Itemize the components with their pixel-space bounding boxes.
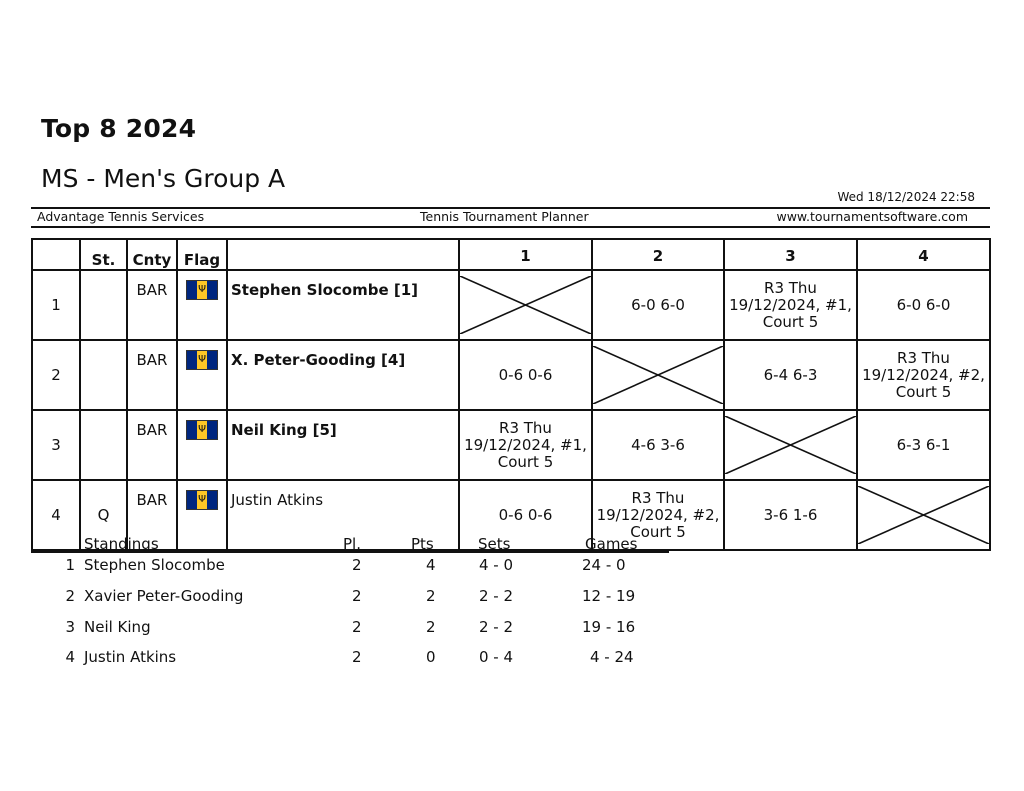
standing-sets: 4 - 0 <box>479 556 514 574</box>
software-name: Tennis Tournament Planner <box>420 209 589 224</box>
barbados-flag-icon: Ψ <box>186 350 218 370</box>
group-draw-table <box>31 238 991 551</box>
print-timestamp: Wed 18/12/2024 22:58 <box>837 190 975 204</box>
standing-games: 24 - 0 <box>582 556 626 574</box>
barbados-flag-icon: Ψ <box>186 280 218 300</box>
pos-header <box>32 239 80 270</box>
standings-points-header: Pts <box>411 535 434 553</box>
header-bottom-rule <box>31 226 990 228</box>
standing-sets: 0 - 4 <box>479 648 514 666</box>
status-header: St. <box>80 239 127 270</box>
country: BAR <box>127 410 177 480</box>
standing-points: 2 <box>426 618 436 636</box>
schedule-round: R3 Thu <box>499 418 552 437</box>
player-name[interactable]: X. Peter-Gooding [4] <box>227 340 459 410</box>
standings-rule <box>31 551 669 553</box>
country-header: Cnty <box>127 239 177 270</box>
website-link[interactable]: www.tournamentsoftware.com <box>776 209 968 224</box>
standing-rank: 1 <box>65 556 75 574</box>
standing-games: 4 - 24 <box>590 648 634 666</box>
self-cell <box>459 270 592 340</box>
flag-cell <box>177 410 227 480</box>
self-cell <box>592 340 724 410</box>
standings-played-header: Pl. <box>343 535 361 553</box>
position: 3 <box>32 410 80 480</box>
standing-rank: 3 <box>65 618 75 636</box>
flag-cell <box>177 340 227 410</box>
schedule-round: R3 Thu <box>631 488 685 507</box>
standing-rank: 2 <box>65 587 75 605</box>
match-schedule[interactable] <box>459 410 592 480</box>
col-header-2: 2 <box>592 239 724 270</box>
standing-points: 4 <box>426 556 436 574</box>
country: BAR <box>127 340 177 410</box>
draw-row <box>32 480 990 550</box>
status: Q <box>80 480 127 550</box>
schedule-round: R3 Thu <box>897 348 950 367</box>
match-score[interactable]: 6-3 6-1 <box>857 410 990 480</box>
schedule-date: 19/12/2024, #2, <box>596 505 720 524</box>
player-header <box>227 239 459 270</box>
barbados-flag-icon: Ψ <box>186 420 218 440</box>
player-name[interactable]: Justin Atkins <box>227 480 459 550</box>
col-header-1: 1 <box>459 239 592 270</box>
standing-played: 2 <box>352 587 362 605</box>
col-header-3: 3 <box>724 239 857 270</box>
standing-name[interactable]: Neil King <box>84 618 151 636</box>
schedule-court: Court 5 <box>762 312 819 331</box>
standings-games-header: Games <box>585 535 638 553</box>
schedule-date: 19/12/2024, #1, <box>729 295 852 314</box>
flag-cell <box>177 270 227 340</box>
flag-header: Flag <box>177 239 227 270</box>
match-score[interactable]: 0-6 0-6 <box>459 340 592 410</box>
match-score[interactable]: 6-0 6-0 <box>857 270 990 340</box>
match-schedule[interactable] <box>857 340 990 410</box>
standing-points: 2 <box>426 587 436 605</box>
country: BAR <box>127 270 177 340</box>
schedule-court: Court 5 <box>630 522 686 541</box>
match-score[interactable]: 3-6 1-6 <box>724 480 857 550</box>
standing-rank: 4 <box>65 648 75 666</box>
page-title: Top 8 2024 <box>41 114 197 143</box>
position: 4 <box>32 480 80 550</box>
standing-points: 0 <box>426 648 436 666</box>
status <box>80 410 127 480</box>
country: BAR <box>127 480 177 550</box>
standing-played: 2 <box>352 556 362 574</box>
schedule-round: R3 Thu <box>764 278 817 297</box>
standing-name[interactable]: Justin Atkins <box>84 648 177 666</box>
standing-sets: 2 - 2 <box>479 618 514 636</box>
schedule-date: 19/12/2024, #1, <box>464 435 587 454</box>
draw-row <box>32 270 990 340</box>
self-cell <box>724 410 857 480</box>
col-header-4: 4 <box>857 239 990 270</box>
match-score[interactable]: 6-4 6-3 <box>724 340 857 410</box>
standing-games: 19 - 16 <box>582 618 636 636</box>
draw-row <box>32 410 990 480</box>
flag-cell <box>177 480 227 550</box>
standing-games: 12 - 19 <box>582 587 636 605</box>
schedule-date: 19/12/2024, #2, <box>862 365 985 384</box>
position: 1 <box>32 270 80 340</box>
self-cell <box>857 480 990 550</box>
status <box>80 340 127 410</box>
standing-sets: 2 - 2 <box>479 587 514 605</box>
player-name[interactable]: Stephen Slocombe [1] <box>227 270 459 340</box>
standings-title: Standings <box>84 535 159 553</box>
barbados-flag-icon: Ψ <box>186 490 218 510</box>
standing-played: 2 <box>352 618 362 636</box>
position: 2 <box>32 340 80 410</box>
match-score[interactable]: 4-6 3-6 <box>592 410 724 480</box>
status <box>80 270 127 340</box>
match-score[interactable]: 0-6 0-6 <box>459 480 592 550</box>
schedule-court: Court 5 <box>497 452 554 471</box>
standing-played: 2 <box>352 648 362 666</box>
match-schedule[interactable] <box>724 270 857 340</box>
draw-header-row <box>32 239 990 270</box>
schedule-court: Court 5 <box>895 382 952 401</box>
standing-name[interactable]: Stephen Slocombe <box>84 556 225 574</box>
draw-row <box>32 340 990 410</box>
standing-name[interactable]: Xavier Peter-Gooding <box>84 587 244 605</box>
standings-sets-header: Sets <box>478 535 511 553</box>
player-name[interactable]: Neil King [5] <box>227 410 459 480</box>
event-title: MS - Men's Group A <box>41 164 286 193</box>
organizer-name: Advantage Tennis Services <box>37 209 205 224</box>
match-score[interactable]: 6-0 6-0 <box>592 270 724 340</box>
